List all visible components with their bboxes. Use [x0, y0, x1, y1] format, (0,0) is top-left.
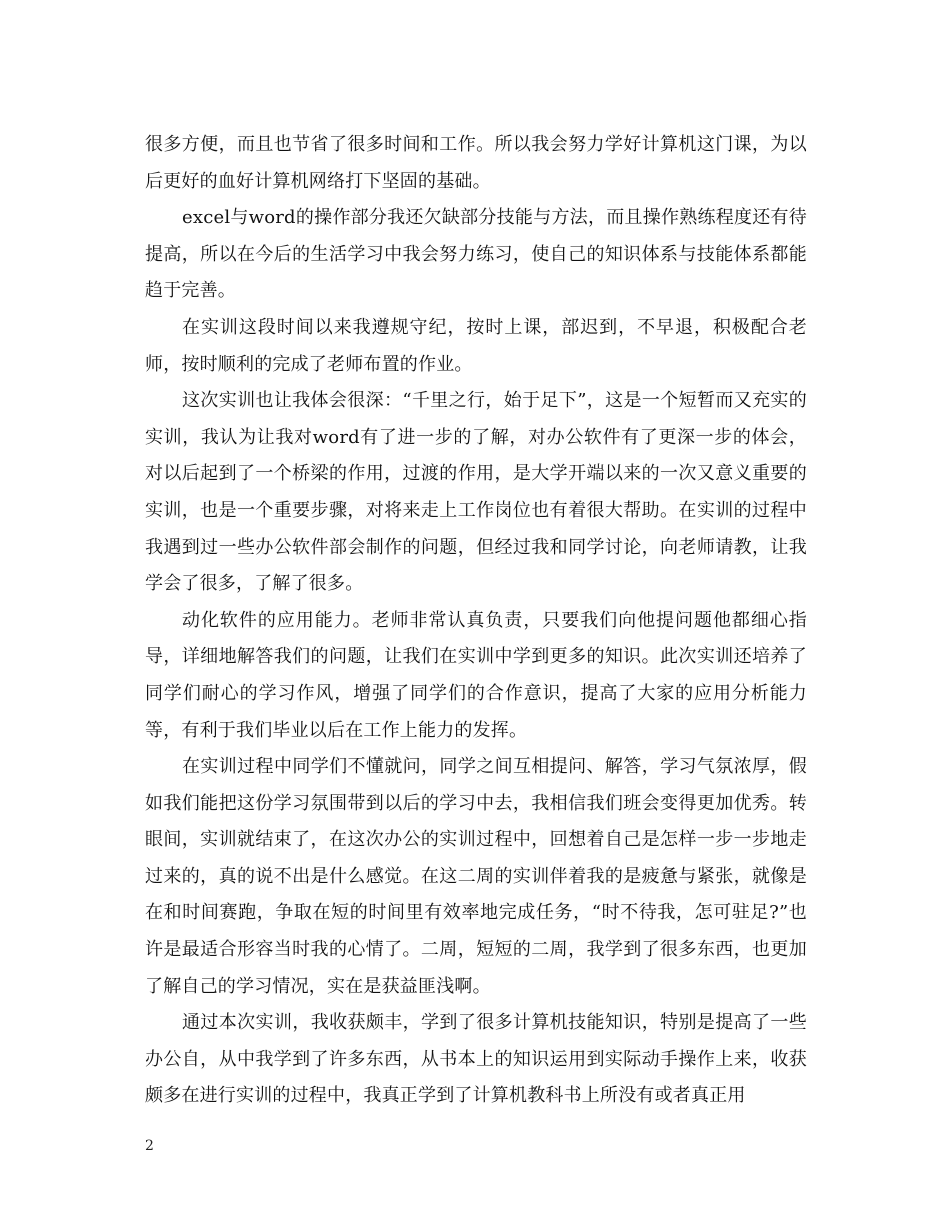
paragraph-2: excel与word的操作部分我还欠缺部分技能与方法，而且操作熟练程度还有待提高，所以在今后的生活学习中我会努力练习，使自己的知识体系与技能体系都能趋于完善。 — [145, 207, 807, 302]
body-text — [145, 127, 807, 1115]
page-number: 2 — [145, 1138, 154, 1154]
paragraph-4: 这次实训也让我体会很深：“千里之行，始于足下”，这是一个短暂而又充实的实训，我认为让我对word有了进一步的了解，对办公软件有了更深一步的体会，对以后起到了一个桥梁的作用，过渡的作用，是大学开端以来的一次又意义重要的实训，也是一个重要步骤，对将来走上工作岗位也有着很大帮助。在实训的过程中我遇到过一些办公软件部会制作的问题，但经过我和同学讨论，向老师请教，让我学会了很多，了解了很多。 — [145, 390, 807, 595]
paragraph-1: 很多方便，而且也节省了很多时间和工作。所以我会努力学好计算机这门课，为以后更好的血好计算机网络打下坚固的基础。 — [145, 134, 807, 192]
paragraph-6: 在实训过程中同学们不懂就问，同学之间互相提问、解答，学习气氛浓厚，假如我们能把这份学习氛围带到以后的学习中去，我相信我们班会变得更加优秀。转眼间，实训就结束了，在这次办公的实训过程中，回想着自己是怎样一步一步地走过来的，真的说不出是什么感觉。在这二周的实训伴着我的是疲惫与紧张，就像是在和时间赛跑，争取在短的时间里有效率地完成任务，“时不待我，怎可驻足?”也许是最适合形容当时我的心情了。二周，短短的二周，我学到了很多东西，也更加了解自己的学习情况，实在是获益匪浅啊。 — [145, 756, 807, 997]
paragraph-5: 动化软件的应用能力。老师非常认真负责，只要我们向他提问题他都细心指导，详细地解答我们的问题，让我们在实训中学到更多的知识。此次实训还培养了同学们耐心的学习作风，增强了同学们的合作意识，提高了大家的应用分析能力等，有利于我们毕业以后在工作上能力的发挥。 — [145, 609, 807, 741]
paragraph-3: 在实训这段时间以来我遵规守纪，按时上课，部迟到，不早退，积极配合老师，按时顺利的完成了老师布置的作业。 — [145, 316, 807, 375]
paragraph-7: 通过本次实训，我收获颇丰，学到了很多计算机技能知识，特别是提高了一些办公自，从中我学到了许多东西，从书本上的知识运用到实际动手操作上来，收获颇多在进行实训的过程中，我真正学到了计算机教科书上所没有或者真正用 — [145, 1012, 807, 1107]
